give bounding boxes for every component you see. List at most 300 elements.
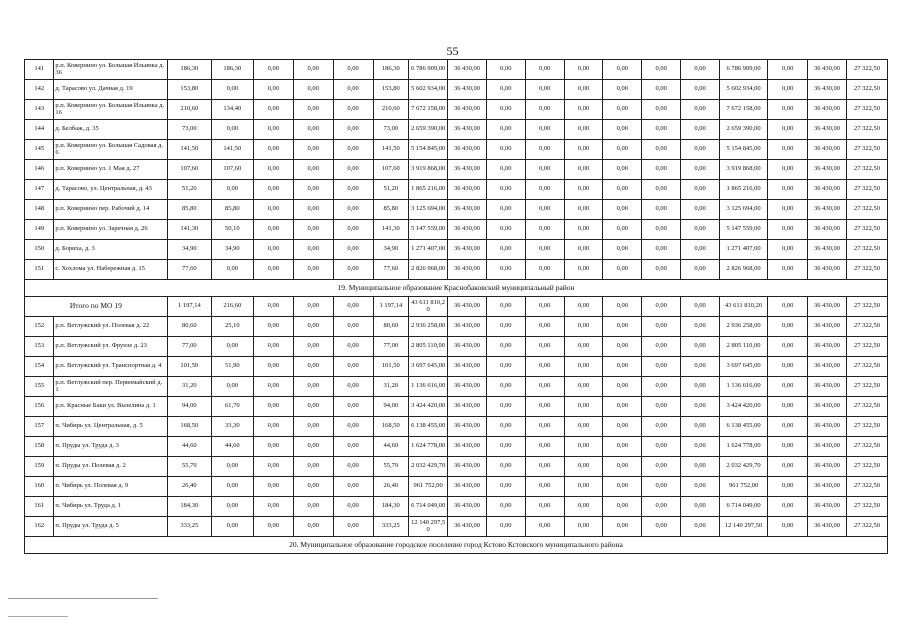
cell: 1 624 778,00 xyxy=(409,437,448,457)
cell: 36 430,00 xyxy=(808,240,847,260)
cell: 0,00 xyxy=(681,357,720,377)
cell: 36 430,00 xyxy=(448,140,487,160)
row-number: 159 xyxy=(25,457,54,477)
cell: 27 322,50 xyxy=(846,240,887,260)
cell: 186,30 xyxy=(167,60,211,80)
cell: 0,00 xyxy=(486,200,525,220)
cell: 101,50 xyxy=(373,357,409,377)
cell: 36 430,00 xyxy=(808,120,847,140)
cell: 0,00 xyxy=(253,240,293,260)
cell: 7 672 158,00 xyxy=(719,100,767,120)
cell: 0,00 xyxy=(253,297,293,317)
cell: 34,90 xyxy=(211,240,253,260)
cell: 0,00 xyxy=(525,160,564,180)
table-row xyxy=(25,220,888,240)
cell: 6 786 909,00 xyxy=(719,60,767,80)
cell: 0,00 xyxy=(681,200,720,220)
cell: 26,40 xyxy=(167,477,211,497)
cell: 36 430,00 xyxy=(448,160,487,180)
cell: 2 805 110,00 xyxy=(409,337,448,357)
cell: 0,00 xyxy=(564,80,603,100)
cell: 0,00 xyxy=(768,80,808,100)
cell: 0,00 xyxy=(333,417,373,437)
cell: 3 919 868,00 xyxy=(409,160,448,180)
cell: 0,00 xyxy=(486,240,525,260)
cell: 27 322,50 xyxy=(846,317,887,337)
cell: 0,00 xyxy=(603,457,642,477)
cell: 0,00 xyxy=(768,260,808,280)
row-number: 151 xyxy=(25,260,54,280)
cell: 0,00 xyxy=(253,497,293,517)
cell: 0,00 xyxy=(333,297,373,317)
cell: 0,00 xyxy=(486,160,525,180)
cell: 0,00 xyxy=(525,457,564,477)
cell: 0,00 xyxy=(603,100,642,120)
cell: 27 322,50 xyxy=(846,60,887,80)
address-cell: п. Пруды ул. Труда д. 5 xyxy=(54,517,167,537)
cell: 0,00 xyxy=(768,297,808,317)
cell: 0,00 xyxy=(293,297,333,317)
cell: 0,00 xyxy=(768,120,808,140)
cell: 0,00 xyxy=(681,317,720,337)
cell: 101,50 xyxy=(167,357,211,377)
cell: 0,00 xyxy=(681,120,720,140)
cell: 0,00 xyxy=(603,180,642,200)
cell: 0,00 xyxy=(253,397,293,417)
cell: 0,00 xyxy=(681,417,720,437)
cell: 7 672 158,00 xyxy=(409,100,448,120)
cell: 77,00 xyxy=(373,337,409,357)
cell: 0,00 xyxy=(642,80,681,100)
cell: 0,00 xyxy=(293,437,333,457)
row-number: 154 xyxy=(25,357,54,377)
cell: 36 430,00 xyxy=(448,357,487,377)
cell: 0,00 xyxy=(642,377,681,397)
cell: 0,00 xyxy=(642,297,681,317)
cell: 27 322,50 xyxy=(846,497,887,517)
cell: 0,00 xyxy=(211,517,253,537)
address-cell: д. Бориха, д. 3 xyxy=(54,240,167,260)
cell: 0,00 xyxy=(333,200,373,220)
cell: 0,00 xyxy=(525,220,564,240)
cell: 0,00 xyxy=(253,160,293,180)
cell: 0,00 xyxy=(486,80,525,100)
cell: 0,00 xyxy=(564,260,603,280)
table-row xyxy=(25,377,888,397)
cell: 5 147 559,00 xyxy=(409,220,448,240)
cell: 85,80 xyxy=(373,200,409,220)
address-cell: д. Тарасово ул. Дачная д. 19 xyxy=(54,80,167,100)
table-row xyxy=(25,497,888,517)
cell: 0,00 xyxy=(253,517,293,537)
cell: 1 136 616,00 xyxy=(409,377,448,397)
cell: 31,20 xyxy=(373,377,409,397)
cell: 0,00 xyxy=(564,477,603,497)
cell: 0,00 xyxy=(768,160,808,180)
cell: 36 430,00 xyxy=(448,60,487,80)
cell: 0,00 xyxy=(642,60,681,80)
cell: 0,00 xyxy=(564,357,603,377)
cell: 55,79 xyxy=(373,457,409,477)
cell: 61,70 xyxy=(211,397,253,417)
cell: 0,00 xyxy=(333,80,373,100)
cell: 216,60 xyxy=(211,297,253,317)
cell: 36 430,00 xyxy=(808,100,847,120)
cell: 1 136 616,00 xyxy=(719,377,767,397)
cell: 94,00 xyxy=(373,397,409,417)
cell: 0,00 xyxy=(293,477,333,497)
row-number: 158 xyxy=(25,437,54,457)
cell: 27 322,50 xyxy=(846,260,887,280)
cell: 0,00 xyxy=(525,297,564,317)
cell: 27 322,50 xyxy=(846,357,887,377)
cell: 0,00 xyxy=(525,497,564,517)
cell: 26,40 xyxy=(373,477,409,497)
cell: 961 752,00 xyxy=(719,477,767,497)
cell: 0,00 xyxy=(293,377,333,397)
row-number: 155 xyxy=(25,377,54,397)
cell: 0,00 xyxy=(525,100,564,120)
cell: 36 430,00 xyxy=(808,260,847,280)
cell: 0,00 xyxy=(564,120,603,140)
cell: 2 032 429,70 xyxy=(719,457,767,477)
cell: 0,00 xyxy=(525,60,564,80)
cell: 0,00 xyxy=(642,357,681,377)
cell: 85,80 xyxy=(211,200,253,220)
cell: 186,30 xyxy=(211,60,253,80)
cell: 2 826 968,00 xyxy=(409,260,448,280)
cell: 0,00 xyxy=(293,180,333,200)
cell: 36 430,00 xyxy=(808,297,847,317)
cell: 0,00 xyxy=(333,477,373,497)
table-row xyxy=(25,240,888,260)
row-number: 143 xyxy=(25,100,54,120)
cell: 27 322,50 xyxy=(846,377,887,397)
cell: 0,00 xyxy=(333,240,373,260)
cell: 0,00 xyxy=(525,477,564,497)
cell: 36 430,00 xyxy=(808,180,847,200)
cell: 0,00 xyxy=(525,260,564,280)
cell: 0,00 xyxy=(768,377,808,397)
cell: 0,00 xyxy=(768,437,808,457)
cell: 0,00 xyxy=(681,140,720,160)
cell: 0,00 xyxy=(253,80,293,100)
row-number: 146 xyxy=(25,160,54,180)
cell: 27 322,50 xyxy=(846,397,887,417)
cell: 0,00 xyxy=(642,477,681,497)
address-cell: р.п. Ковернино ул. Большая Ильинка д. 36 xyxy=(54,60,167,80)
cell: 0,00 xyxy=(333,497,373,517)
cell: 6 714 049,00 xyxy=(409,497,448,517)
cell: 36 430,00 xyxy=(448,457,487,477)
cell: 50,10 xyxy=(211,220,253,240)
cell: 5 147 559,00 xyxy=(719,220,767,240)
data-table xyxy=(24,59,888,554)
cell: 0,00 xyxy=(564,200,603,220)
cell: 36 430,00 xyxy=(448,477,487,497)
address-cell: р.п. Ковернино пер. Рабочий д. 14 xyxy=(54,200,167,220)
address-cell: п. Пруды ул. Полевая д. 2 xyxy=(54,457,167,477)
cell: 36 430,00 xyxy=(808,200,847,220)
cell: 0,00 xyxy=(642,100,681,120)
cell: 0,00 xyxy=(525,180,564,200)
cell: 0,00 xyxy=(564,297,603,317)
cell: 36 430,00 xyxy=(808,517,847,537)
section-title: 20. Муниципальное образование городское поселение город Кстово Кстовского муниципального района xyxy=(25,537,888,554)
cell: 36 430,00 xyxy=(808,477,847,497)
address-cell: п. Пруды ул. Труда д. 3 xyxy=(54,437,167,457)
cell: 27 322,50 xyxy=(846,140,887,160)
cell: 0,00 xyxy=(253,120,293,140)
cell: 27 322,50 xyxy=(846,80,887,100)
address-cell: с. Хохлома ул. Набережная д. 15 xyxy=(54,260,167,280)
cell: 85,80 xyxy=(167,200,211,220)
cell: 0,00 xyxy=(564,180,603,200)
cell: 0,00 xyxy=(642,417,681,437)
cell: 36 430,00 xyxy=(448,317,487,337)
cell: 0,00 xyxy=(253,357,293,377)
cell: 0,00 xyxy=(253,60,293,80)
cell: 1 271 407,00 xyxy=(409,240,448,260)
cell: 0,00 xyxy=(642,200,681,220)
cell: 27 322,50 xyxy=(846,477,887,497)
cell: 36 430,00 xyxy=(808,357,847,377)
cell: 0,00 xyxy=(486,60,525,80)
cell: 27 322,50 xyxy=(846,337,887,357)
cell: 1 624 778,00 xyxy=(719,437,767,457)
cell: 0,00 xyxy=(333,517,373,537)
cell: 0,00 xyxy=(293,240,333,260)
row-number: 152 xyxy=(25,317,54,337)
cell: 36 430,00 xyxy=(448,180,487,200)
cell: 1 271 407,00 xyxy=(719,240,767,260)
table-row xyxy=(25,60,888,80)
cell: 25,10 xyxy=(211,317,253,337)
cell: 0,00 xyxy=(768,100,808,120)
cell: 36 430,00 xyxy=(448,297,487,317)
cell: 43 611 810,20 xyxy=(719,297,767,317)
cell: 0,00 xyxy=(253,377,293,397)
cell: 0,00 xyxy=(486,140,525,160)
cell: 3 919 868,00 xyxy=(719,160,767,180)
cell: 141,50 xyxy=(211,140,253,160)
cell: 0,00 xyxy=(603,260,642,280)
cell: 0,00 xyxy=(768,140,808,160)
cell: 0,00 xyxy=(525,397,564,417)
cell: 0,00 xyxy=(253,337,293,357)
cell: 0,00 xyxy=(525,337,564,357)
cell: 31,20 xyxy=(167,377,211,397)
cell: 0,00 xyxy=(211,180,253,200)
cell: 36 430,00 xyxy=(808,437,847,457)
row-number: 148 xyxy=(25,200,54,220)
cell: 36 430,00 xyxy=(808,337,847,357)
cell: 0,00 xyxy=(486,357,525,377)
cell: 0,00 xyxy=(486,477,525,497)
address-cell: р.п. Ковернино ул. Большая Ильинка д. 16 xyxy=(54,100,167,120)
row-number: 150 xyxy=(25,240,54,260)
cell: 210,60 xyxy=(167,100,211,120)
cell: 0,00 xyxy=(603,120,642,140)
row-number: 162 xyxy=(25,517,54,537)
section-header-20 xyxy=(25,537,888,554)
address-cell: р.п. Ковернино ул. 1 Мая д. 27 xyxy=(54,160,167,180)
cell: 0,00 xyxy=(253,180,293,200)
cell: 134,40 xyxy=(211,100,253,120)
cell: 0,00 xyxy=(642,317,681,337)
cell: 0,00 xyxy=(486,437,525,457)
cell: 0,00 xyxy=(603,140,642,160)
cell: 0,00 xyxy=(486,100,525,120)
address-cell: р.п. Ветлужский ул. Полевая д. 22 xyxy=(54,317,167,337)
cell: 186,30 xyxy=(373,60,409,80)
row-number: 144 xyxy=(25,120,54,140)
cell: 0,00 xyxy=(681,160,720,180)
cell: 44,60 xyxy=(167,437,211,457)
cell: 0,00 xyxy=(333,220,373,240)
cell: 0,00 xyxy=(564,437,603,457)
cell: 0,00 xyxy=(564,377,603,397)
cell: 184,30 xyxy=(167,497,211,517)
cell: 0,00 xyxy=(333,337,373,357)
cell: 0,00 xyxy=(525,517,564,537)
cell: 0,00 xyxy=(603,417,642,437)
cell: 1 865 216,00 xyxy=(719,180,767,200)
cell: 0,00 xyxy=(768,397,808,417)
cell: 27 322,50 xyxy=(846,180,887,200)
cell: 0,00 xyxy=(486,497,525,517)
cell: 5 154 845,00 xyxy=(719,140,767,160)
address-cell: р.п. Ветлужский ул. Фрунзе д. 23 xyxy=(54,337,167,357)
cell: 0,00 xyxy=(211,497,253,517)
cell: 0,00 xyxy=(333,457,373,477)
cell: 0,00 xyxy=(525,437,564,457)
cell: 0,00 xyxy=(486,220,525,240)
table-row xyxy=(25,477,888,497)
address-cell: р.п. Ветлужский ул. Транспортная д. 4 xyxy=(54,357,167,377)
cell: 184,30 xyxy=(373,497,409,517)
cell: 0,00 xyxy=(564,517,603,537)
cell: 0,00 xyxy=(768,220,808,240)
table-row xyxy=(25,120,888,140)
cell: 0,00 xyxy=(211,337,253,357)
cell: 0,00 xyxy=(525,357,564,377)
cell: 36 430,00 xyxy=(448,240,487,260)
cell: 0,00 xyxy=(681,517,720,537)
cell: 36 430,00 xyxy=(808,317,847,337)
cell: 0,00 xyxy=(642,180,681,200)
cell: 0,00 xyxy=(642,497,681,517)
cell: 44,60 xyxy=(211,437,253,457)
cell: 0,00 xyxy=(564,240,603,260)
row-number: 142 xyxy=(25,80,54,100)
cell: 0,00 xyxy=(486,260,525,280)
cell: 0,00 xyxy=(253,140,293,160)
cell: 3 125 694,00 xyxy=(719,200,767,220)
cell: 0,00 xyxy=(293,497,333,517)
cell: 0,00 xyxy=(642,457,681,477)
cell: 0,00 xyxy=(681,240,720,260)
cell: 5 602 934,00 xyxy=(719,80,767,100)
cell: 0,00 xyxy=(333,357,373,377)
cell: 0,00 xyxy=(333,160,373,180)
cell: 0,00 xyxy=(525,417,564,437)
cell: 0,00 xyxy=(603,397,642,417)
cell: 33,30 xyxy=(211,417,253,437)
cell: 0,00 xyxy=(603,317,642,337)
cell: 0,00 xyxy=(681,297,720,317)
cell: 0,00 xyxy=(681,220,720,240)
cell: 0,00 xyxy=(293,140,333,160)
cell: 0,00 xyxy=(333,260,373,280)
cell: 0,00 xyxy=(564,417,603,437)
cell: 36 430,00 xyxy=(448,80,487,100)
cell: 34,90 xyxy=(167,240,211,260)
cell: 36 430,00 xyxy=(808,457,847,477)
cell: 1 865 216,00 xyxy=(409,180,448,200)
cell: 153,80 xyxy=(373,80,409,100)
section-title: 19. Муниципальное образование Краснобаковский муниципальный район xyxy=(25,280,888,297)
total-label: Итого по МО 19 xyxy=(25,297,168,317)
cell: 0,00 xyxy=(564,60,603,80)
cell: 27 322,50 xyxy=(846,100,887,120)
cell: 0,00 xyxy=(525,120,564,140)
cell: 0,00 xyxy=(486,457,525,477)
row-number: 145 xyxy=(25,140,54,160)
row-number: 149 xyxy=(25,220,54,240)
row-number: 156 xyxy=(25,397,54,417)
cell: 2 826 968,00 xyxy=(719,260,767,280)
cell: 0,00 xyxy=(681,477,720,497)
cell: 0,00 xyxy=(293,120,333,140)
cell: 141,50 xyxy=(373,140,409,160)
cell: 0,00 xyxy=(564,497,603,517)
cell: 0,00 xyxy=(293,220,333,240)
cell: 3 697 645,00 xyxy=(409,357,448,377)
cell: 0,00 xyxy=(486,337,525,357)
address-cell: д. Белбаж, д. 35 xyxy=(54,120,167,140)
row-number: 153 xyxy=(25,337,54,357)
cell: 3 125 694,00 xyxy=(409,200,448,220)
address-cell: р.п. Ковернино ул. Заречная д. 26 xyxy=(54,220,167,240)
cell: 36 430,00 xyxy=(448,397,487,417)
cell: 36 430,00 xyxy=(808,160,847,180)
table-row xyxy=(25,140,888,160)
cell: 0,00 xyxy=(293,160,333,180)
cell: 0,00 xyxy=(603,337,642,357)
cell: 0,00 xyxy=(333,317,373,337)
cell: 36 430,00 xyxy=(808,377,847,397)
cell: 0,00 xyxy=(768,477,808,497)
cell: 0,00 xyxy=(293,417,333,437)
cell: 0,00 xyxy=(333,100,373,120)
cell: 2 032 429,70 xyxy=(409,457,448,477)
address-cell: п. Чибирь ул. Труда д. 1 xyxy=(54,497,167,517)
cell: 36 430,00 xyxy=(808,220,847,240)
cell: 0,00 xyxy=(293,397,333,417)
cell: 0,00 xyxy=(293,457,333,477)
cell: 0,00 xyxy=(333,437,373,457)
address-cell: д. Тарасово, ул. Центральная, д. 43 xyxy=(54,180,167,200)
cell: 0,00 xyxy=(486,397,525,417)
cell: 0,00 xyxy=(486,517,525,537)
table-row xyxy=(25,260,888,280)
cell: 0,00 xyxy=(681,180,720,200)
cell: 0,00 xyxy=(642,260,681,280)
table-row xyxy=(25,317,888,337)
table-row xyxy=(25,357,888,377)
cell: 168,50 xyxy=(167,417,211,437)
